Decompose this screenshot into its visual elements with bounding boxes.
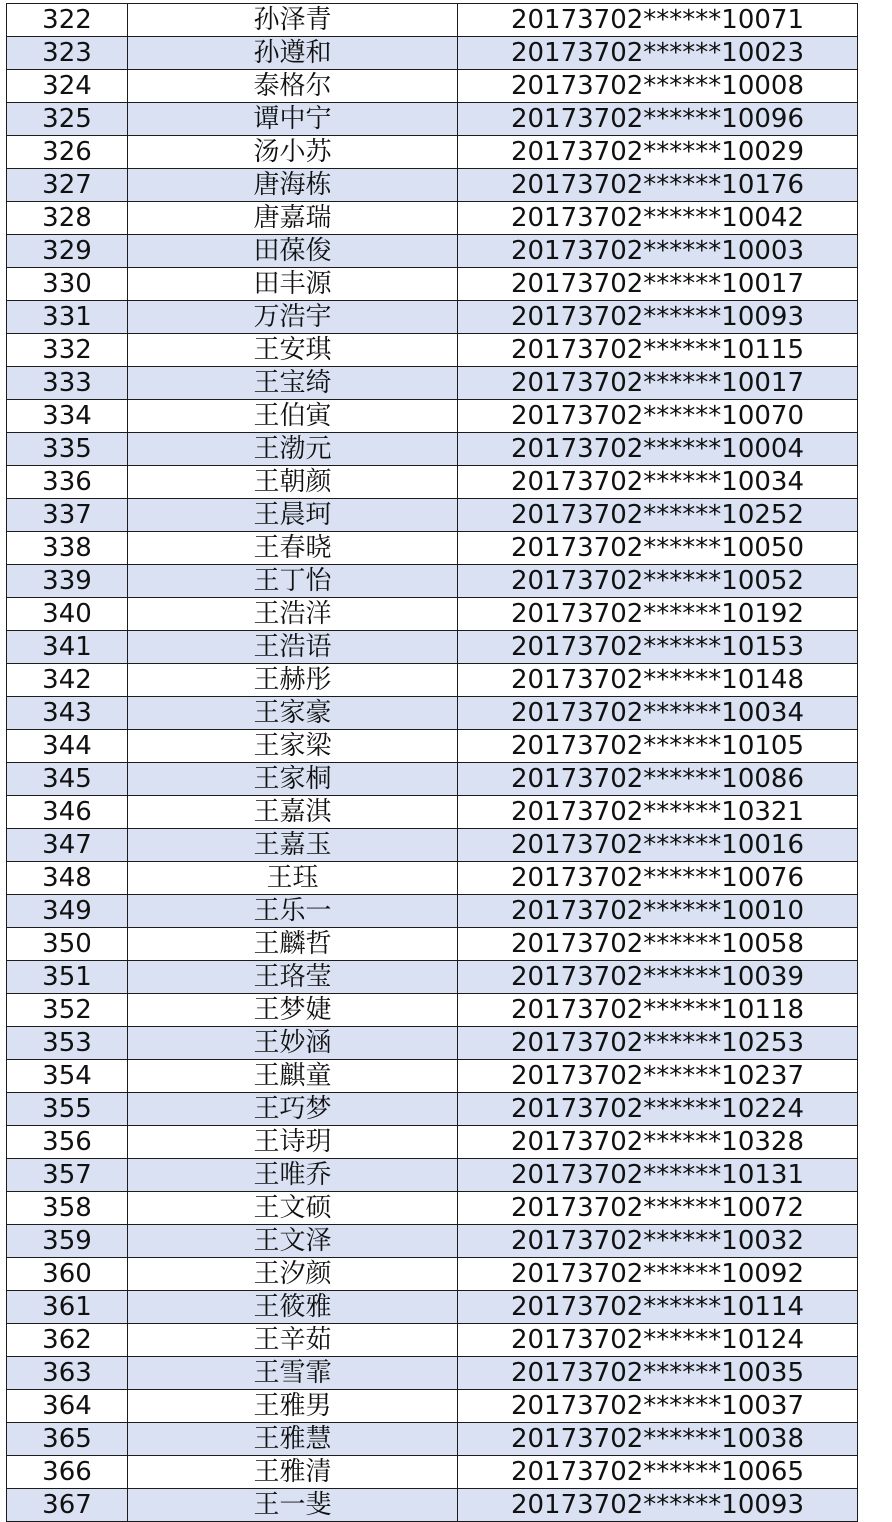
row-number-cell: 352	[7, 994, 128, 1027]
table-row	[7, 829, 858, 862]
table-row	[7, 334, 858, 367]
student-name-cell: 王朝颜	[128, 466, 458, 499]
table-row	[7, 1423, 858, 1456]
student-name-cell: 王汐颜	[128, 1258, 458, 1291]
student-name-cell: 王嘉淇	[128, 796, 458, 829]
student-name-cell: 孙遵和	[128, 37, 458, 70]
student-id-cell: 20173702******10037	[458, 1390, 858, 1423]
row-number-cell: 343	[7, 697, 128, 730]
student-id-cell: 20173702******10114	[458, 1291, 858, 1324]
student-id-cell: 20173702******10093	[458, 1489, 858, 1522]
row-number-cell: 344	[7, 730, 128, 763]
student-id-cell: 20173702******10148	[458, 664, 858, 697]
student-name-cell: 王巧梦	[128, 1093, 458, 1126]
student-name-cell: 王梦婕	[128, 994, 458, 1027]
table-row	[7, 1291, 858, 1324]
student-id-cell: 20173702******10153	[458, 631, 858, 664]
row-number-cell: 355	[7, 1093, 128, 1126]
row-number-cell: 337	[7, 499, 128, 532]
student-id-cell: 20173702******10016	[458, 829, 858, 862]
student-name-cell: 王麒童	[128, 1060, 458, 1093]
table-row	[7, 598, 858, 631]
table-row	[7, 433, 858, 466]
student-name-cell: 王珏	[128, 862, 458, 895]
table-row	[7, 301, 858, 334]
student-id-cell: 20173702******10105	[458, 730, 858, 763]
student-name-cell: 王筱雅	[128, 1291, 458, 1324]
table-row	[7, 136, 858, 169]
table-row	[7, 862, 858, 895]
student-id-cell: 20173702******10065	[458, 1456, 858, 1489]
row-number-cell: 353	[7, 1027, 128, 1060]
table-row	[7, 103, 858, 136]
student-id-cell: 20173702******10252	[458, 499, 858, 532]
table-row	[7, 565, 858, 598]
student-name-cell: 王嘉玉	[128, 829, 458, 862]
student-id-cell: 20173702******10034	[458, 466, 858, 499]
table-row	[7, 466, 858, 499]
student-name-cell: 汤小苏	[128, 136, 458, 169]
student-id-cell: 20173702******10115	[458, 334, 858, 367]
row-number-cell: 341	[7, 631, 128, 664]
row-number-cell: 347	[7, 829, 128, 862]
table-row	[7, 1456, 858, 1489]
table-row	[7, 169, 858, 202]
student-name-cell: 王赫彤	[128, 664, 458, 697]
student-id-cell: 20173702******10076	[458, 862, 858, 895]
student-name-cell: 王一斐	[128, 1489, 458, 1522]
student-id-cell: 20173702******10058	[458, 928, 858, 961]
student-name-cell: 王家豪	[128, 697, 458, 730]
row-number-cell: 362	[7, 1324, 128, 1357]
student-id-cell: 20173702******10038	[458, 1423, 858, 1456]
student-name-cell: 王浩洋	[128, 598, 458, 631]
table-row	[7, 1357, 858, 1390]
student-id-cell: 20173702******10118	[458, 994, 858, 1027]
row-number-cell: 325	[7, 103, 128, 136]
row-number-cell: 342	[7, 664, 128, 697]
student-name-cell: 王妙涵	[128, 1027, 458, 1060]
row-number-cell: 361	[7, 1291, 128, 1324]
table-row	[7, 1225, 858, 1258]
table-row	[7, 1489, 858, 1522]
row-number-cell: 340	[7, 598, 128, 631]
student-name-cell: 王雅清	[128, 1456, 458, 1489]
table-row	[7, 400, 858, 433]
row-number-cell: 366	[7, 1456, 128, 1489]
table-row	[7, 730, 858, 763]
student-name-cell: 王渤元	[128, 433, 458, 466]
student-id-cell: 20173702******10032	[458, 1225, 858, 1258]
student-name-cell: 唐海栋	[128, 169, 458, 202]
student-id-cell: 20173702******10176	[458, 169, 858, 202]
student-id-cell: 20173702******10004	[458, 433, 858, 466]
student-id-cell: 20173702******10237	[458, 1060, 858, 1093]
student-id-cell: 20173702******10050	[458, 532, 858, 565]
table-row	[7, 70, 858, 103]
table-row	[7, 1159, 858, 1192]
student-name-cell: 王浩语	[128, 631, 458, 664]
student-id-cell: 20173702******10086	[458, 763, 858, 796]
student-name-cell: 王安琪	[128, 334, 458, 367]
table-row	[7, 994, 858, 1027]
student-name-cell: 王诗玥	[128, 1126, 458, 1159]
row-number-cell: 349	[7, 895, 128, 928]
row-number-cell: 364	[7, 1390, 128, 1423]
row-number-cell: 339	[7, 565, 128, 598]
student-id-cell: 20173702******10003	[458, 235, 858, 268]
student-id-cell: 20173702******10008	[458, 70, 858, 103]
table-row	[7, 1390, 858, 1423]
row-number-cell: 332	[7, 334, 128, 367]
row-number-cell: 354	[7, 1060, 128, 1093]
student-id-cell: 20173702******10070	[458, 400, 858, 433]
student-name-cell: 唐嘉瑞	[128, 202, 458, 235]
student-name-cell: 王辛茹	[128, 1324, 458, 1357]
student-name-cell: 王唯乔	[128, 1159, 458, 1192]
table-row	[7, 1258, 858, 1291]
student-name-cell: 王家桐	[128, 763, 458, 796]
row-number-cell: 359	[7, 1225, 128, 1258]
table-row	[7, 1324, 858, 1357]
row-number-cell: 331	[7, 301, 128, 334]
row-number-cell: 348	[7, 862, 128, 895]
row-number-cell: 335	[7, 433, 128, 466]
student-id-cell: 20173702******10034	[458, 697, 858, 730]
table-row	[7, 1027, 858, 1060]
student-id-cell: 20173702******10328	[458, 1126, 858, 1159]
student-name-cell: 王家梁	[128, 730, 458, 763]
roster-table	[6, 3, 858, 1522]
student-name-cell: 王雅男	[128, 1390, 458, 1423]
student-name-cell: 王雅慧	[128, 1423, 458, 1456]
table-row	[7, 796, 858, 829]
student-id-cell: 20173702******10253	[458, 1027, 858, 1060]
row-number-cell: 329	[7, 235, 128, 268]
student-name-cell: 王珞莹	[128, 961, 458, 994]
table-row	[7, 532, 858, 565]
table-row	[7, 928, 858, 961]
student-id-cell: 20173702******10042	[458, 202, 858, 235]
student-id-cell: 20173702******10072	[458, 1192, 858, 1225]
student-id-cell: 20173702******10017	[458, 268, 858, 301]
student-id-cell: 20173702******10224	[458, 1093, 858, 1126]
student-name-cell: 王伯寅	[128, 400, 458, 433]
student-name-cell: 王晨珂	[128, 499, 458, 532]
row-number-cell: 350	[7, 928, 128, 961]
row-number-cell: 326	[7, 136, 128, 169]
student-name-cell: 王春晓	[128, 532, 458, 565]
student-name-cell: 孙泽青	[128, 4, 458, 37]
row-number-cell: 363	[7, 1357, 128, 1390]
student-id-cell: 20173702******10131	[458, 1159, 858, 1192]
student-id-cell: 20173702******10010	[458, 895, 858, 928]
student-name-cell: 王宝绮	[128, 367, 458, 400]
student-name-cell: 王文泽	[128, 1225, 458, 1258]
student-id-cell: 20173702******10052	[458, 565, 858, 598]
row-number-cell: 330	[7, 268, 128, 301]
student-id-cell: 20173702******10023	[458, 37, 858, 70]
row-number-cell: 333	[7, 367, 128, 400]
table-row	[7, 697, 858, 730]
table-row	[7, 1060, 858, 1093]
table-row	[7, 235, 858, 268]
student-name-cell: 王丁怡	[128, 565, 458, 598]
row-number-cell: 338	[7, 532, 128, 565]
table-row	[7, 1192, 858, 1225]
table-row	[7, 499, 858, 532]
table-row	[7, 367, 858, 400]
row-number-cell: 345	[7, 763, 128, 796]
table-row	[7, 202, 858, 235]
roster-table-body	[7, 4, 858, 1522]
row-number-cell: 336	[7, 466, 128, 499]
student-id-cell: 20173702******10124	[458, 1324, 858, 1357]
table-row	[7, 4, 858, 37]
student-name-cell: 谭中宁	[128, 103, 458, 136]
student-name-cell: 田葆俊	[128, 235, 458, 268]
table-row	[7, 895, 858, 928]
student-name-cell: 王麟哲	[128, 928, 458, 961]
row-number-cell: 327	[7, 169, 128, 202]
table-row	[7, 268, 858, 301]
student-id-cell: 20173702******10071	[458, 4, 858, 37]
row-number-cell: 328	[7, 202, 128, 235]
student-id-cell: 20173702******10192	[458, 598, 858, 631]
row-number-cell: 323	[7, 37, 128, 70]
row-number-cell: 351	[7, 961, 128, 994]
student-name-cell: 泰格尔	[128, 70, 458, 103]
row-number-cell: 322	[7, 4, 128, 37]
row-number-cell: 358	[7, 1192, 128, 1225]
row-number-cell: 365	[7, 1423, 128, 1456]
table-row	[7, 1093, 858, 1126]
table-row	[7, 1126, 858, 1159]
row-number-cell: 367	[7, 1489, 128, 1522]
student-id-cell: 20173702******10017	[458, 367, 858, 400]
student-name-cell: 王文硕	[128, 1192, 458, 1225]
row-number-cell: 334	[7, 400, 128, 433]
student-id-cell: 20173702******10093	[458, 301, 858, 334]
row-number-cell: 356	[7, 1126, 128, 1159]
student-id-cell: 20173702******10321	[458, 796, 858, 829]
student-id-cell: 20173702******10092	[458, 1258, 858, 1291]
row-number-cell: 346	[7, 796, 128, 829]
row-number-cell: 357	[7, 1159, 128, 1192]
student-id-cell: 20173702******10035	[458, 1357, 858, 1390]
student-id-cell: 20173702******10029	[458, 136, 858, 169]
table-row	[7, 763, 858, 796]
table-row	[7, 631, 858, 664]
student-id-cell: 20173702******10096	[458, 103, 858, 136]
table-row	[7, 664, 858, 697]
student-name-cell: 王雪霏	[128, 1357, 458, 1390]
student-name-cell: 王乐一	[128, 895, 458, 928]
table-row	[7, 37, 858, 70]
student-id-cell: 20173702******10039	[458, 961, 858, 994]
student-name-cell: 田丰源	[128, 268, 458, 301]
row-number-cell: 324	[7, 70, 128, 103]
row-number-cell: 360	[7, 1258, 128, 1291]
student-name-cell: 万浩宇	[128, 301, 458, 334]
table-row	[7, 961, 858, 994]
